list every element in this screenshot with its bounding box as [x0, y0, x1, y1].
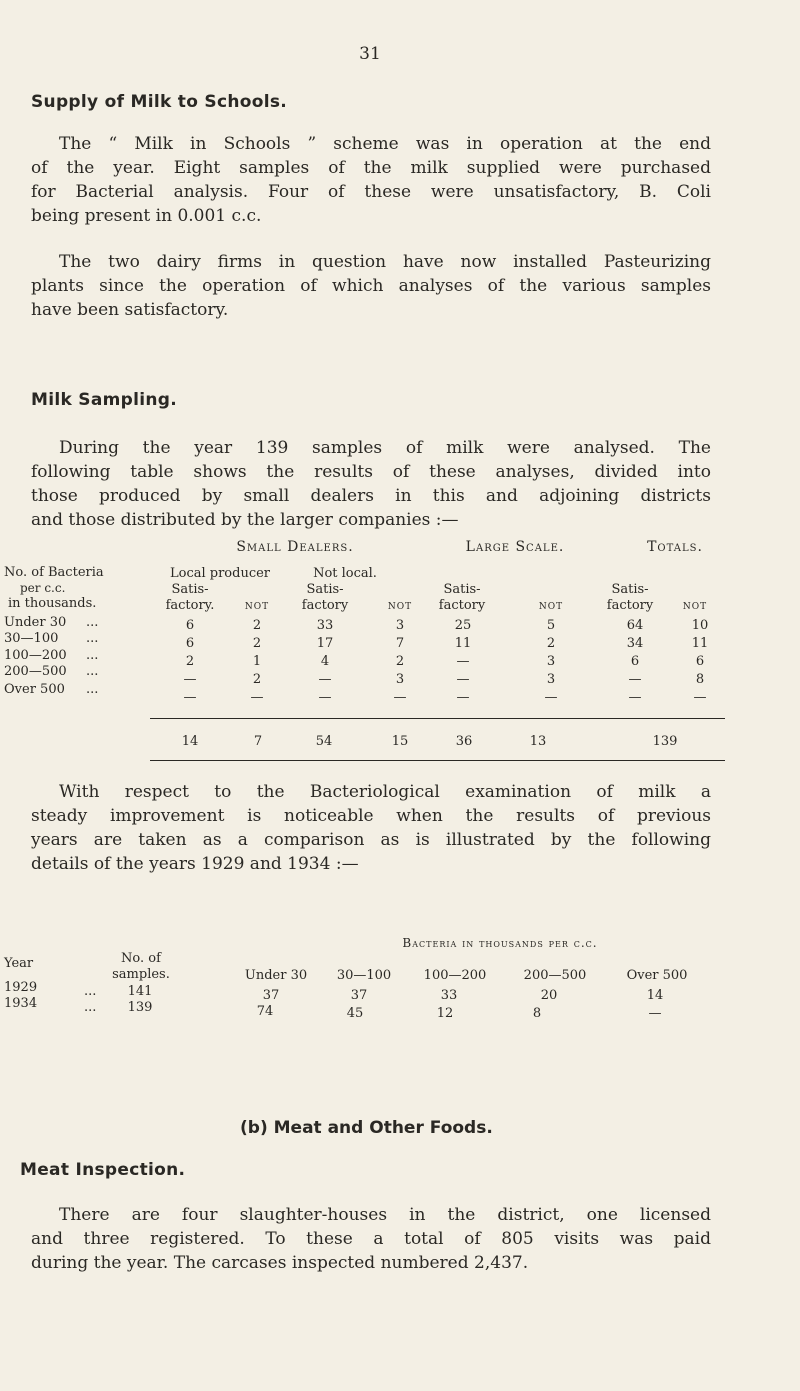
col-head-satis: Satis- — [306, 582, 344, 597]
heading-milk-sampling: Milk Sampling. — [31, 390, 177, 410]
row-label: 200—500 — [4, 664, 67, 679]
total-cell: 14 — [181, 734, 199, 749]
total-cell: 15 — [391, 734, 409, 749]
table-cell: — — [318, 690, 332, 705]
table-cell: 6 — [185, 618, 195, 633]
col-head-satis: Satis- — [443, 582, 481, 597]
text-line: There are four slaughter-houses in the district, one licensed — [59, 1205, 711, 1225]
table-cell: 3 — [546, 654, 556, 669]
paragraph-milk-sampling — [31, 436, 711, 532]
leader-dots: ... — [84, 984, 97, 999]
text-line: years are taken as a comparison as is illustrated by the following — [31, 830, 711, 850]
col-head-samples: samples. — [112, 967, 170, 982]
paragraph-meat-inspection — [31, 1203, 711, 1275]
table-cell: 3 — [395, 672, 405, 687]
total-cell: 7 — [253, 734, 263, 749]
text-line: plants since the operation of which analyses of the various samples — [31, 276, 711, 296]
subheading-meat-and-other-foods: (b) Meat and Other Foods. — [240, 1118, 493, 1138]
subheader-local-producer: Local producer — [169, 566, 271, 581]
table-cell: — — [648, 1006, 662, 1021]
table-cell: 33 — [440, 988, 458, 1003]
col-head-bacteria: Under 30 — [244, 968, 308, 983]
table-cell: 74 — [256, 1004, 274, 1019]
table-cell: 3 — [546, 672, 556, 687]
table-cell: 34 — [626, 636, 644, 651]
text-line: steady improvement is noticeable when the results of previous — [31, 806, 711, 826]
table-cell: 4 — [320, 654, 330, 669]
row-header-line: No. of Bacteria — [4, 565, 104, 580]
paragraph-dairy-firms — [31, 250, 711, 322]
page-number: 31 — [359, 44, 381, 64]
row-header-line: in thousands. — [8, 596, 97, 611]
row-label: 100—200 — [4, 648, 67, 663]
row-label: Over 500 — [4, 682, 65, 697]
col-head-bacteria: 200—500 — [523, 968, 587, 983]
text-line: being present in 0.001 c.c. — [31, 206, 262, 226]
table-cell: 37 — [350, 988, 368, 1003]
row-year: 1934 — [4, 996, 38, 1011]
table-cell: — — [250, 690, 264, 705]
row-label: Under 30 — [4, 615, 67, 630]
row-header-line: per c.c. — [20, 581, 66, 595]
table-cell: 5 — [546, 618, 556, 633]
table-cell: 20 — [540, 988, 558, 1003]
col-head-samples: No. of — [121, 951, 161, 966]
table-cell: 64 — [626, 618, 644, 633]
col-head-factory: factory. — [165, 598, 215, 613]
leader-dots: ... — [86, 664, 99, 679]
text-line: The “ Milk in Schools ” scheme was in operation at the end — [59, 134, 711, 154]
text-line: have been satisfactory. — [31, 300, 229, 320]
text-line: With respect to the Bacteriological examination of milk a — [59, 782, 711, 802]
col-head-not: not — [244, 598, 270, 613]
heading-supply-of-milk: Supply of Milk to Schools. — [31, 92, 288, 112]
text-line: following table shows the results of these analyses, divided into — [31, 462, 711, 482]
table-cell: 8 — [532, 1006, 542, 1021]
leader-dots: ... — [86, 648, 99, 663]
table-cell: 6 — [695, 654, 705, 669]
group-header-small-dealers: Small Dealers. — [236, 539, 354, 555]
text-line: and three registered. To these a total of 805 visits was paid — [31, 1229, 711, 1249]
text-line: During the year 139 samples of milk were analysed. The — [59, 438, 711, 458]
table-cell: 33 — [316, 618, 334, 633]
col-head-not: not — [387, 598, 413, 613]
table-cell: 2 — [395, 654, 405, 669]
table-cell: 3 — [395, 618, 405, 633]
col-head-bacteria: 30—100 — [336, 968, 392, 983]
col-head-bacteria: Over 500 — [626, 968, 688, 983]
table-cell: 37 — [262, 988, 280, 1003]
col-head-not: not — [682, 598, 708, 613]
leader-dots: ... — [86, 615, 99, 630]
table-cell: — — [456, 672, 470, 687]
text-line: those produced by small dealers in this and adjoining districts — [31, 486, 711, 506]
table-cell: 2 — [252, 618, 262, 633]
col-head-not: not — [538, 598, 564, 613]
table-cell: 10 — [691, 618, 709, 633]
table-cell: 11 — [454, 636, 472, 651]
col-head-bacteria: 100—200 — [423, 968, 487, 983]
table-cell: — — [544, 690, 558, 705]
table-cell: — — [456, 654, 470, 669]
grand-total-cell: 139 — [652, 734, 678, 749]
leader-dots: ... — [86, 631, 99, 646]
text-line: The two dairy firms in question have now installed Pasteurizing — [59, 252, 711, 272]
table-cell: — — [183, 672, 197, 687]
rule-line — [150, 718, 725, 719]
total-cell: 36 — [455, 734, 473, 749]
paragraph-milk-in-schools — [31, 132, 711, 228]
table-cell: 139 — [127, 1000, 153, 1015]
text-line: details of the years 1929 and 1934 :— — [31, 854, 359, 874]
table-cell: 25 — [454, 618, 472, 633]
table-cell: 12 — [436, 1006, 454, 1021]
table-cell: 141 — [127, 984, 153, 999]
table-cell: 14 — [646, 988, 664, 1003]
text-line: and those distributed by the larger companies :— — [31, 510, 459, 530]
col-head-factory: factory — [438, 598, 486, 613]
table-cell: — — [456, 690, 470, 705]
table-cell: 1 — [252, 654, 262, 669]
heading-meat-inspection: Meat Inspection. — [20, 1160, 186, 1180]
text-line: during the year. The carcases inspected numbered 2,437. — [31, 1253, 529, 1273]
text-line: of the year. Eight samples of the milk supplied were purchased — [31, 158, 711, 178]
total-cell: 13 — [529, 734, 547, 749]
row-label: 30—100 — [4, 631, 59, 646]
rule-line — [150, 760, 725, 761]
leader-dots: ... — [86, 682, 99, 697]
table-cell: 11 — [691, 636, 709, 651]
group-header-totals: Totals. — [647, 539, 703, 555]
table-cell: 45 — [346, 1006, 364, 1021]
table-cell: — — [318, 672, 332, 687]
table-title: Bacteria in thousands per c.c. — [402, 936, 598, 950]
table-cell: — — [628, 690, 642, 705]
col-head-satis: Satis- — [171, 582, 209, 597]
table-cell: — — [693, 690, 707, 705]
col-head-factory: factory — [606, 598, 654, 613]
table-cell: 2 — [252, 636, 262, 651]
table-cell: 17 — [316, 636, 334, 651]
table-cell: — — [393, 690, 407, 705]
table-cell: 6 — [185, 636, 195, 651]
table-cell: 2 — [252, 672, 262, 687]
table-cell: 7 — [395, 636, 405, 651]
paragraph-bacteriological-comparison — [31, 780, 711, 876]
col-head-factory: factory — [301, 598, 349, 613]
row-year: 1929 — [4, 980, 38, 995]
total-cell: 54 — [315, 734, 333, 749]
subheader-not-local: Not local. — [313, 566, 377, 581]
col-head-satis: Satis- — [611, 582, 649, 597]
col-head-year: Year — [4, 956, 34, 971]
group-header-large-scale: Large Scale. — [465, 539, 565, 555]
text-line: for Bacterial analysis. Four of these were unsatisfactory, B. Coli — [31, 182, 711, 202]
table-cell: 6 — [630, 654, 640, 669]
table-cell: 2 — [185, 654, 195, 669]
table-cell: — — [183, 690, 197, 705]
leader-dots: ... — [84, 1000, 97, 1015]
table-cell: 8 — [695, 672, 705, 687]
table-cell: 2 — [546, 636, 556, 651]
table-cell: — — [628, 672, 642, 687]
